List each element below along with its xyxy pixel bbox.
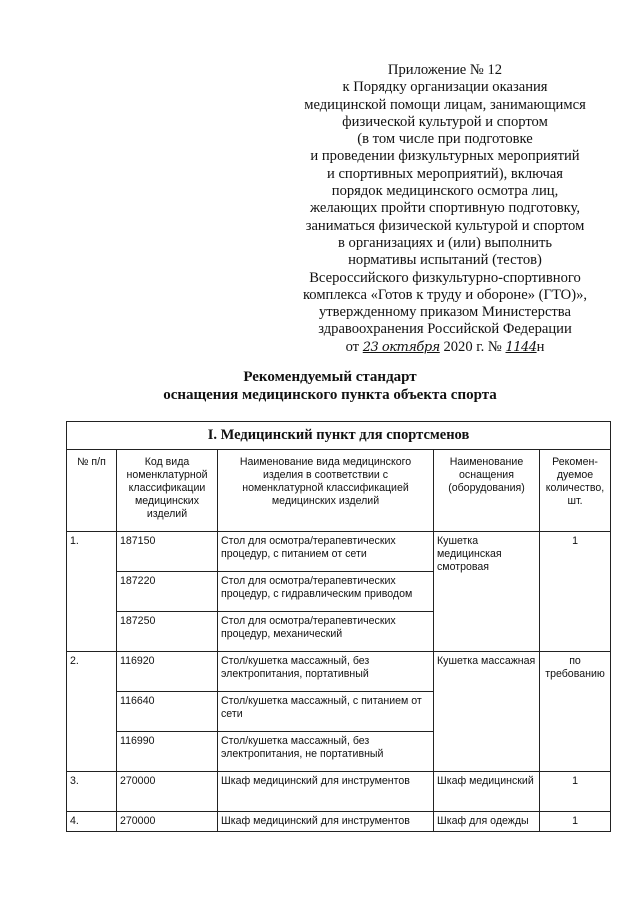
row-code: 116920 xyxy=(117,652,218,692)
row-name: Стол/кушетка массажный, без электропитания, не портативный xyxy=(218,732,434,772)
header-line: в организациях и (или) выполнить xyxy=(337,234,552,251)
header-line: заниматься физической культурой и спортом xyxy=(305,217,585,234)
document-title xyxy=(60,368,600,404)
row-qty: по требованию xyxy=(540,652,611,772)
appendix-header xyxy=(275,62,615,356)
header-line: утвержденному приказом Министерства xyxy=(319,304,571,321)
row-num: 3. xyxy=(67,772,117,812)
header-line: порядок медицинского осмотра лиц, xyxy=(331,183,559,200)
column-header-equipment: Наименование оснащения (оборудования) xyxy=(434,450,540,532)
row-equipment: Кушетка массажная xyxy=(434,652,540,772)
column-header-name: Наименование вида медицинского изделия в соответствии с номенклатурной классификацией медицинских изделий xyxy=(218,450,434,532)
column-header-qty: Рекомен-дуемое количество, шт. xyxy=(540,450,611,532)
header-line: и проведении физкультурных мероприятий xyxy=(310,148,580,165)
row-name: Стол для осмотра/терапевтических процедур, механический xyxy=(218,612,434,652)
row-name: Стол для осмотра/терапевтических процедур, с питанием от сети xyxy=(218,532,434,572)
handwritten-order-number: 1144 xyxy=(505,339,537,355)
row-num: 1. xyxy=(67,532,117,652)
row-code: 187250 xyxy=(117,612,218,652)
table-row xyxy=(67,652,611,692)
header-line: Приложение № 12 xyxy=(387,62,503,78)
row-name: Шкаф медицинский для инструментов xyxy=(218,812,434,832)
row-qty: 1 xyxy=(540,812,611,832)
table-header-row xyxy=(67,450,611,532)
equipment-table xyxy=(66,421,611,832)
row-name: Стол/кушетка массажный, с питанием от сети xyxy=(218,692,434,732)
table-row xyxy=(67,772,611,812)
order-suffix: н xyxy=(536,338,545,355)
column-header-code: Код вида номенклатурной классификации медицинских изделий xyxy=(117,450,218,532)
date-prefix: от xyxy=(345,338,360,355)
row-qty: 1 xyxy=(540,772,611,812)
row-num: 2. xyxy=(67,652,117,772)
row-equipment: Кушетка медицинская смотровая xyxy=(434,532,540,652)
date-year: 2020 г. № xyxy=(443,338,502,355)
row-code: 116640 xyxy=(117,692,218,732)
order-date-line xyxy=(275,339,615,356)
header-line: желающих пройти спортивную подготовку, xyxy=(309,200,581,217)
header-line: (в том числе при подготовке xyxy=(357,131,533,148)
header-line: нормативы испытаний (тестов) xyxy=(348,252,542,269)
row-num: 4. xyxy=(67,812,117,832)
header-line: Всероссийского физкультурно-спортивного xyxy=(309,269,581,286)
header-line: физической культурой и спортом xyxy=(342,113,548,130)
header-line: медицинской помощи лицам, занимающимся xyxy=(304,96,586,113)
row-code: 187220 xyxy=(117,572,218,612)
column-header-num: № п/п xyxy=(67,450,117,532)
header-line: здравоохранения Российской Федерации xyxy=(318,321,572,338)
row-code: 116990 xyxy=(117,732,218,772)
header-line: комплекса «Готов к труду и обороне» (ГТО)», xyxy=(302,286,588,303)
row-code: 270000 xyxy=(117,812,218,832)
section-title: I. Медицинский пункт для спортсменов xyxy=(67,422,611,450)
handwritten-date: 23 октября xyxy=(362,339,440,355)
title-line-2: оснащения медицинского пункта объекта спорта xyxy=(163,387,497,403)
header-line: к Порядку организации оказания xyxy=(342,79,548,96)
row-name: Шкаф медицинский для инструментов xyxy=(218,772,434,812)
row-code: 187150 xyxy=(117,532,218,572)
table-row xyxy=(67,532,611,572)
row-qty: 1 xyxy=(540,532,611,652)
row-name: Стол для осмотра/терапевтических процедур, с гидравлическим приводом xyxy=(218,572,434,612)
row-equipment: Шкаф медицинский xyxy=(434,772,540,812)
table-row xyxy=(67,812,611,832)
row-name: Стол/кушетка массажный, без электропитания, портативный xyxy=(218,652,434,692)
title-line-1: Рекомендуемый стандарт xyxy=(243,369,417,385)
header-line: и спортивных мероприятий), включая xyxy=(326,165,563,182)
row-equipment: Шкаф для одежды xyxy=(434,812,540,832)
row-code: 270000 xyxy=(117,772,218,812)
